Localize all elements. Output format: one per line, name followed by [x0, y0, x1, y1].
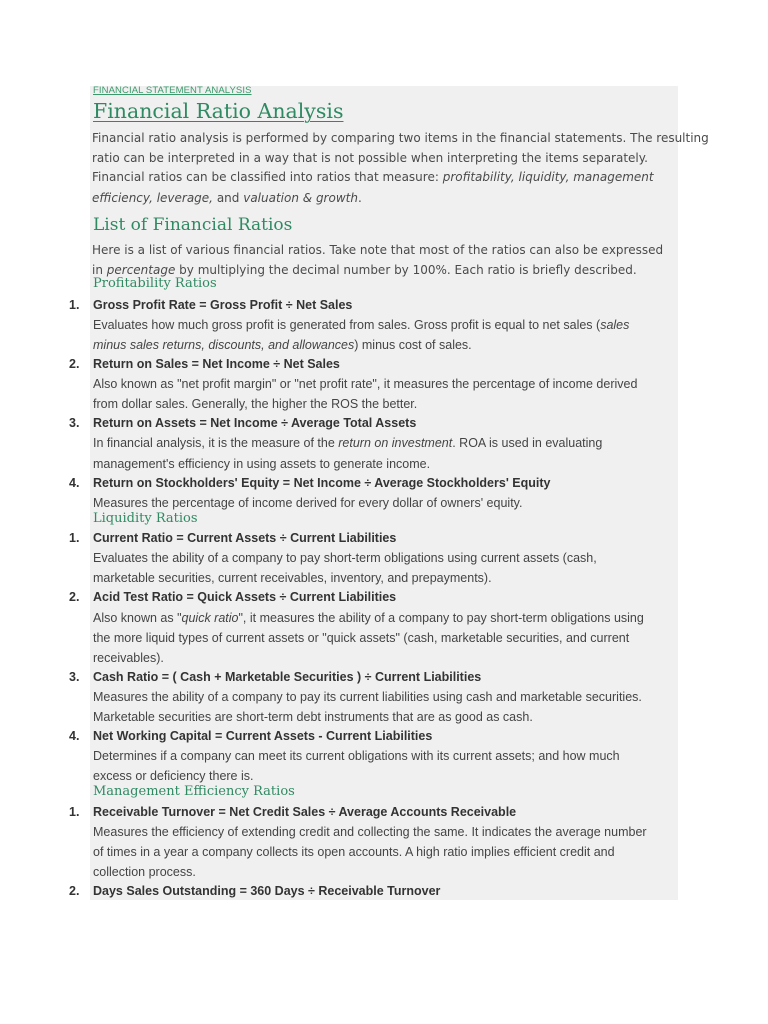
intro-text: Financial ratios can be classified into ratios that measure:	[92, 170, 443, 184]
intro-line-1: Financial ratio analysis is performed by comparing two items in the financial statements. The resulting	[92, 131, 709, 145]
item-title: Return on Sales = Net Income ÷ Net Sales	[93, 357, 340, 371]
item-number: 2.	[69, 884, 80, 898]
desc-text: ", it measures the ability of a company to pay short-term obligations using	[238, 611, 644, 625]
item-title: Gross Profit Rate = Gross Profit ÷ Net Sales	[93, 298, 353, 312]
item-number: 3.	[69, 670, 80, 684]
item-number: 1.	[69, 531, 80, 545]
item-description: Also known as "net profit margin" or "net profit rate", it measures the percentage of income derived	[93, 377, 638, 391]
intro-emphasis: valuation & growth	[243, 191, 358, 205]
item-number: 1.	[69, 298, 80, 312]
intro-text: and	[213, 191, 244, 205]
item-number: 1.	[69, 805, 80, 819]
item-description: Marketable securities are short-term debt instruments that are as good as cash.	[93, 710, 533, 724]
list-heading: List of Financial Ratios	[93, 215, 293, 235]
list-intro-line-1: Here is a list of various financial ratios. Take note that most of the ratios can also be expressed	[92, 243, 664, 257]
item-description: of times in a year a company collects its open accounts. A high ratio implies efficient credit and	[93, 845, 615, 859]
item-title: Cash Ratio = ( Cash + Marketable Securities ) ÷ Current Liabilities	[93, 670, 482, 684]
item-description: Measures the efficiency of extending credit and collecting the same. It indicates the average number	[93, 825, 647, 839]
list-intro-text: in	[92, 263, 107, 277]
intro-emphasis: profitability, liquidity, management	[442, 170, 654, 184]
desc-text: . ROA is used in evaluating	[452, 436, 603, 450]
item-title: Days Sales Outstanding = 360 Days ÷ Receivable Turnover	[93, 884, 441, 898]
intro-text: .	[357, 191, 362, 205]
list-intro-text: by multiplying the decimal number by 100%. Each ratio is briefly described.	[175, 263, 637, 277]
item-title: Return on Stockholders' Equity = Net Income ÷ Average Stockholders' Equity	[93, 476, 551, 490]
desc-text: ) minus cost of sales.	[354, 338, 472, 352]
intro-emphasis: efficiency, leverage,	[92, 191, 213, 205]
desc-emphasis: quick ratio	[181, 611, 239, 625]
page-title: Financial Ratio Analysis	[93, 99, 344, 123]
item-description: excess or deficiency there is.	[93, 769, 254, 783]
item-title: Current Ratio = Current Assets ÷ Current Liabilities	[93, 531, 397, 545]
item-description: Measures the percentage of income derived for every dollar of owners' equity.	[93, 496, 523, 510]
item-description: Evaluates the ability of a company to pay short-term obligations using current assets (cash,	[93, 551, 597, 565]
section-heading-profitability: Profitability Ratios	[93, 276, 217, 291]
item-description	[93, 436, 602, 450]
item-description: receivables).	[93, 651, 164, 665]
item-number: 4.	[69, 729, 80, 743]
item-description: marketable securities, current receivables, inventory, and prepayments).	[93, 571, 492, 585]
item-description: collection process.	[93, 865, 196, 879]
desc-text: In financial analysis, it is the measure of the	[93, 436, 339, 450]
list-intro-emphasis: percentage	[106, 263, 176, 277]
breadcrumb-link[interactable]: FINANCIAL STATEMENT ANALYSIS	[93, 85, 252, 96]
intro-line-3	[92, 167, 654, 187]
item-title: Return on Assets = Net Income ÷ Average Total Assets	[93, 416, 417, 430]
desc-emphasis: sales	[600, 318, 630, 332]
item-number: 3.	[69, 416, 80, 430]
item-description: the more liquid types of current assets or "quick assets" (cash, marketable securities, and current	[93, 631, 630, 645]
item-number: 2.	[69, 590, 80, 604]
desc-emphasis: return on investment	[338, 436, 453, 450]
intro-line-2: ratio can be interpreted in a way that is not possible when interpreting the items separately.	[92, 151, 648, 165]
section-heading-management-efficiency: Management Efficiency Ratios	[93, 784, 295, 799]
section-heading-liquidity: Liquidity Ratios	[93, 511, 198, 526]
intro-line-4	[92, 188, 362, 208]
item-number: 2.	[69, 357, 80, 371]
item-title: Acid Test Ratio = Quick Assets ÷ Current Liabilities	[93, 590, 397, 604]
item-title: Receivable Turnover = Net Credit Sales ÷ Average Accounts Receivable	[93, 805, 517, 819]
item-title: Net Working Capital = Current Assets - Current Liabilities	[93, 729, 433, 743]
item-description	[93, 611, 644, 625]
item-description: management's efficiency in using assets to generate income.	[93, 457, 431, 471]
item-description	[93, 338, 472, 352]
item-description: Measures the ability of a company to pay its current liabilities using cash and marketable securities.	[93, 690, 642, 704]
desc-text: Evaluates how much gross profit is generated from sales. Gross profit is equal to net sales (	[93, 318, 601, 332]
desc-text: Also known as "	[93, 611, 182, 625]
item-description: from dollar sales. Generally, the higher the ROS the better.	[93, 397, 418, 411]
item-number: 4.	[69, 476, 80, 490]
item-description: Determines if a company can meet its current obligations with its current assets; and how much	[93, 749, 620, 763]
desc-emphasis: minus sales returns, discounts, and allowances	[93, 338, 355, 352]
item-description	[93, 318, 629, 332]
